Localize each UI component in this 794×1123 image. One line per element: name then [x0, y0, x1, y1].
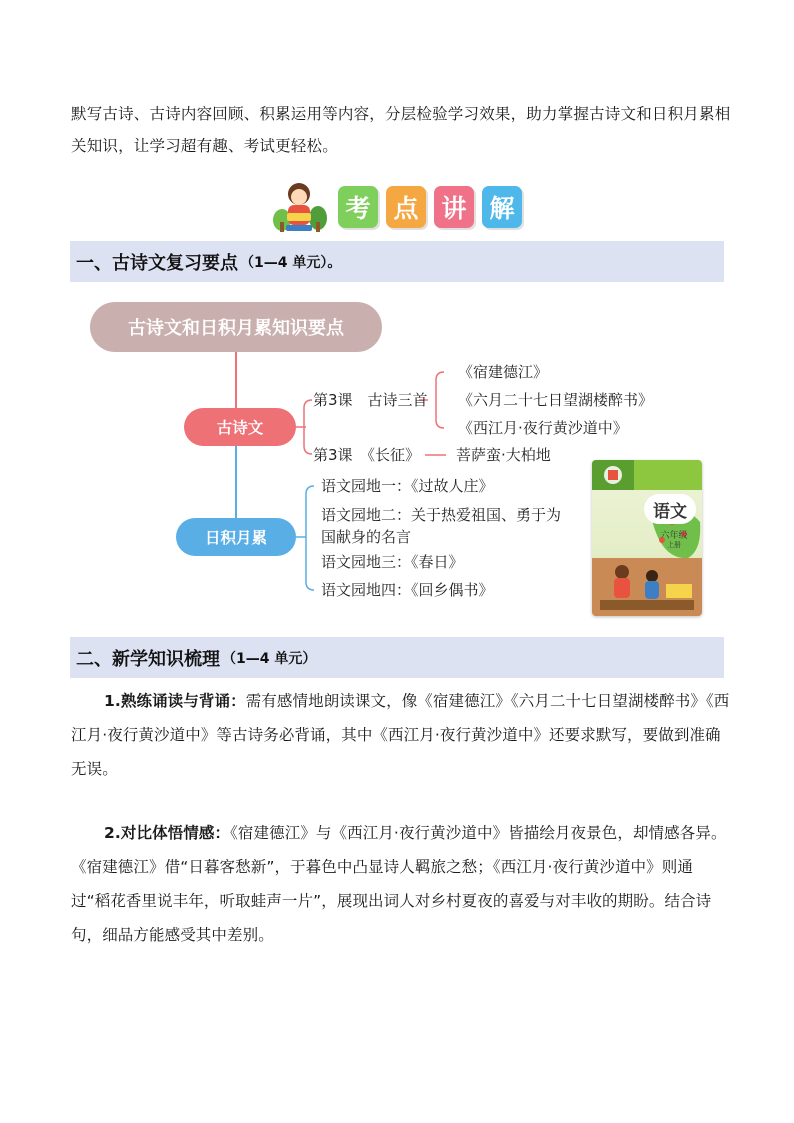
- section-header-2: [70, 637, 724, 678]
- branch-daily-accumulation: 日积月累: [176, 518, 296, 556]
- badge-kao: 考: [338, 186, 378, 228]
- accumulation-item: 语文园地四：《回乡偶书》: [321, 581, 494, 599]
- paragraph-emotion-comparison: [71, 816, 731, 952]
- mind-map-root: 古诗文和日积月累知识要点: [90, 302, 382, 352]
- poem-item: 《宿建德江》: [458, 363, 549, 381]
- section-title-1: 一、古诗文复习要点: [76, 252, 238, 274]
- lesson-long-march: 第3课 《长征》: [313, 446, 421, 464]
- paragraph-recitation: [71, 684, 731, 786]
- paragraph-lead: 2.对比体悟情感：: [104, 824, 231, 842]
- branch-ancient-poems: 古诗文: [184, 408, 296, 446]
- reading-girl-illustration: [268, 180, 330, 234]
- key-points-banner: [268, 180, 522, 234]
- section-header-1: [70, 241, 724, 282]
- paragraph-lead: 1.熟练诵读与背诵：: [104, 692, 246, 710]
- textbook-title: 语文: [644, 494, 696, 524]
- textbook-volume: 上册: [667, 541, 681, 549]
- section-title-2: 二、新学知识梳理: [76, 648, 220, 670]
- accumulation-item: 语文园地一：《过故人庄》: [321, 477, 494, 495]
- paragraph-body: 《宿建德江》与《西江月·夜行黄沙道中》皆描绘月夜景色，却情感各异。《宿建德江》借“日暮客愁新”，于暮色中凸显诗人羁旅之愁；《西江月·夜行黄沙道中》则通过“稻花香里说丰年，听取蛙声一片”，展现出词人对乡村夏夜的喜爱与对丰收的期盼。结合诗句，细品方能感受其中差别。: [71, 824, 727, 944]
- section-subtitle-1: （1—4 单元）。: [240, 254, 342, 271]
- lesson-long-march-item: 菩萨蛮·大柏地: [456, 446, 551, 464]
- section-subtitle-2: （1—4 单元）: [222, 650, 317, 667]
- badge-dian: 点: [386, 186, 426, 228]
- intro-paragraph: 默写古诗、古诗内容回顾、积累运用等内容，分层检验学习效果，助力掌握古诗文和日积月累相关知识，让学习超有趣、考试更轻松。: [71, 105, 731, 155]
- poem-item: 《六月二十七日望湖楼醉书》: [458, 391, 654, 409]
- accumulation-item: 语文园地三：《春日》: [321, 553, 464, 571]
- paragraph-body: 需有感情地朗读课文，像《宿建德江》《六月二十七日望湖楼醉书》《西江月·夜行黄沙道中》等古诗务必背诵，其中《西江月·夜行黄沙道中》还要求默写，要做到准确无误。: [71, 692, 730, 778]
- textbook-grade: 六年级: [660, 531, 688, 541]
- badge-jiang: 讲: [434, 186, 474, 228]
- badge-jie: 解: [482, 186, 522, 228]
- accumulation-item: 语文园地二：关于热爱祖国、勇于为国献身的名言: [321, 506, 562, 546]
- textbook-cover: [592, 460, 702, 616]
- lesson-three-poems: 第3课 古诗三首: [313, 391, 428, 409]
- poem-item: 《西江月·夜行黄沙道中》: [458, 419, 628, 437]
